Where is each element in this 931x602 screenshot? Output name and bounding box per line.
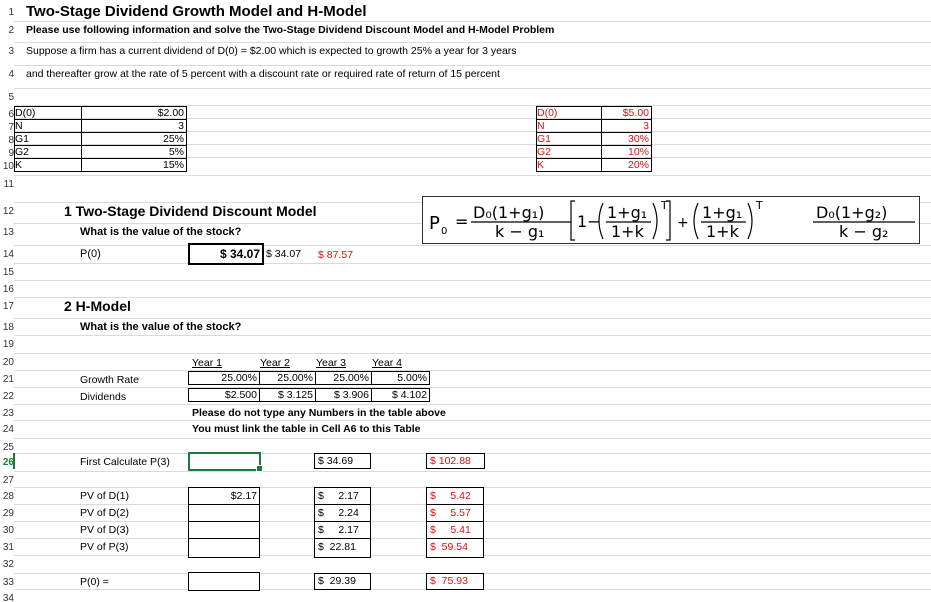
row-gridline — [14, 353, 931, 354]
formula-exp: T — [661, 199, 668, 212]
open-paren-2 — [694, 203, 698, 239]
input-value-k[interactable]: 15% — [81, 158, 187, 172]
section2-heading: 2 H-Model — [64, 298, 131, 314]
row-header-22[interactable]: 22 — [2, 391, 14, 402]
formula-plus: + — [677, 215, 689, 231]
formula-lhs: P — [429, 213, 440, 234]
pv-d1-label: PV of D(1) — [80, 490, 130, 502]
year-header-4: Year 4 — [372, 357, 402, 369]
alt-label-g1[interactable]: G1 — [536, 132, 602, 145]
formula-in-den-2: 1+k — [706, 222, 739, 241]
close-paren-2 — [748, 203, 752, 239]
input-value-d0[interactable]: $2.00 — [81, 106, 187, 119]
row-header-23[interactable]: 23 — [2, 408, 14, 419]
p0-input[interactable] — [188, 572, 260, 591]
p0-value[interactable]: $ 29.39 — [314, 573, 371, 590]
row-gridline — [14, 175, 931, 176]
formula-den2: k − g₂ — [839, 222, 889, 241]
row-gridline — [14, 335, 931, 336]
section1-value2[interactable]: $ 34.07 — [266, 248, 302, 260]
year-header-3: Year 3 — [316, 357, 346, 369]
row-header-7[interactable]: 7 — [8, 122, 14, 133]
year-header-2: Year 2 — [260, 357, 290, 369]
growth-year-4[interactable]: 5.00% — [371, 371, 430, 385]
alt-value-n[interactable]: 3 — [601, 119, 652, 132]
row-header-31[interactable]: 31 — [2, 542, 14, 553]
row-gridline — [14, 404, 931, 405]
row-header-3[interactable]: 3 — [8, 46, 14, 57]
row-header-10[interactable]: 10 — [2, 161, 14, 172]
row-header-26[interactable]: 26 — [2, 457, 14, 468]
year-header-1: Year 1 — [192, 357, 222, 369]
instruction-text: Please use following information and solve the Two-Stage Dividend Discount Model and H-Model Problem — [26, 24, 555, 36]
section1-question: What is the value of the stock? — [80, 226, 242, 238]
row-gridline — [14, 280, 931, 281]
formula-lhs-sub: 0 — [441, 226, 448, 237]
row-header-6[interactable]: 6 — [8, 109, 14, 120]
pv-d3-label: PV of D(3) — [80, 524, 130, 536]
row-header-2[interactable]: 2 — [8, 25, 14, 36]
input-label-k[interactable]: K — [14, 158, 82, 172]
p0-red-value[interactable]: $ 75.93 — [426, 573, 484, 590]
open-paren — [599, 203, 603, 239]
dividends-label: Dividends — [80, 391, 127, 403]
row-header-32[interactable]: 32 — [2, 559, 14, 570]
row-header-15[interactable]: 15 — [2, 267, 14, 278]
open-bracket — [571, 201, 575, 240]
row-gridline — [14, 420, 931, 421]
pv-d2-value[interactable]: $ 2.24 — [318, 507, 359, 519]
sheet-title: Two-Stage Dividend Growth Model and H-Model — [26, 3, 367, 20]
problem-line-1: Suppose a firm has a current dividend of D(0) = $2.00 which is expected to growth 25% a year for 3 years — [26, 45, 517, 57]
row-gridline — [14, 297, 931, 298]
growth-year-2[interactable]: 25.00% — [259, 371, 316, 385]
input-value-n[interactable]: 3 — [81, 119, 187, 132]
input-label-d0[interactable]: D(0) — [14, 106, 82, 119]
formula-exp-2: T — [756, 199, 763, 212]
row-header-14[interactable]: 14 — [2, 249, 14, 260]
input-value-g1[interactable]: 25% — [81, 132, 187, 145]
row-gridline — [14, 438, 931, 439]
formula-num2: D₀(1+g₂) — [816, 203, 888, 222]
row-header-25[interactable]: 25 — [2, 442, 14, 453]
row-header-30[interactable]: 30 — [2, 525, 14, 536]
row-header-9[interactable]: 9 — [8, 148, 14, 159]
problem-line-2: and thereafter grow at the rate of 5 percent with a discount rate or required rate of return of 15 percent — [26, 68, 500, 80]
row-header-16[interactable]: 16 — [2, 284, 14, 295]
two-stage-formula — [422, 196, 920, 244]
alt-value-d0[interactable]: $5.00 — [601, 106, 652, 119]
fill-handle[interactable] — [256, 465, 263, 472]
p3-red-value[interactable]: $ 102.88 — [426, 453, 485, 469]
pv-d2-label: PV of D(2) — [80, 507, 130, 519]
row-header-13[interactable]: 13 — [2, 227, 14, 238]
pv-d1-value[interactable]: $ 2.17 — [318, 490, 359, 502]
growth-year-3[interactable]: 25.00% — [315, 371, 372, 385]
row-gridline — [14, 370, 931, 371]
row-header-33[interactable]: 33 — [2, 577, 14, 588]
row-header-21[interactable]: 21 — [2, 374, 14, 385]
formula-in-num: 1+g₁ — [607, 203, 648, 222]
formula-num1: D₀(1+g₁) — [473, 203, 545, 222]
pv-red-box — [426, 487, 484, 558]
row-gridline — [14, 263, 931, 264]
row-header-12[interactable]: 12 — [2, 206, 14, 217]
dividend-year-2[interactable]: $ 3.125 — [259, 388, 316, 402]
alt-label-k[interactable]: K — [536, 158, 602, 172]
growth-rate-label: Growth Rate — [80, 374, 139, 386]
row-header-11[interactable]: 11 — [3, 179, 14, 190]
pv-p3-value[interactable]: $ 22.81 — [318, 541, 356, 553]
pv-d3-red[interactable]: $ 5.41 — [430, 524, 471, 536]
formula-one-minus: 1− — [577, 212, 601, 231]
pv-p3-red[interactable]: $ 59.54 — [430, 541, 468, 553]
section1-heading: 1 Two-Stage Dividend Discount Model — [64, 203, 317, 219]
row-header-34[interactable]: 34 — [2, 593, 14, 602]
pv-values-box — [314, 487, 371, 558]
row-header-20[interactable]: 20 — [2, 357, 14, 368]
dividend-year-4[interactable]: $ 4.102 — [371, 388, 430, 402]
section1-value3[interactable]: $ 87.57 — [318, 249, 354, 261]
row-header-8[interactable]: 8 — [8, 135, 14, 146]
row-header-18[interactable]: 18 — [2, 322, 14, 333]
input-label-n[interactable]: N — [14, 119, 82, 132]
formula-eq: = — [455, 212, 469, 231]
formula-in-den: 1+k — [611, 222, 644, 241]
formula-in-num-2: 1+g₁ — [702, 203, 743, 222]
section2-question: What is the value of the stock? — [80, 321, 242, 333]
pv-d3-value[interactable]: $ 2.17 — [318, 524, 359, 536]
alt-value-g1[interactable]: 30% — [601, 132, 652, 145]
pv-d2-red[interactable]: $ 5.57 — [430, 507, 471, 519]
p3-label: First Calculate P(3) — [80, 456, 170, 468]
row-gridline — [14, 88, 931, 89]
input-label-g1[interactable]: G1 — [14, 132, 82, 145]
row-gridline — [14, 387, 931, 388]
row-header-19[interactable]: 19 — [2, 339, 14, 350]
row-header-27[interactable]: 27 — [2, 475, 14, 486]
alt-value-k[interactable]: 20% — [601, 158, 652, 172]
pv-input-box — [188, 487, 260, 558]
alt-label-n[interactable]: N — [536, 119, 602, 132]
row-header-1[interactable]: 1 — [8, 7, 14, 18]
pv-d1-red[interactable]: $ 5.42 — [430, 490, 471, 502]
dividend-year-1[interactable]: $2.500 — [188, 388, 260, 402]
row-header-28[interactable]: 28 — [2, 491, 14, 502]
section1-answer[interactable]: $ 34.07 — [188, 243, 264, 265]
formula-den1: k − g₁ — [495, 222, 545, 241]
table-note-1: Please do not type any Numbers in the table above — [192, 407, 446, 419]
pv-d1-input[interactable]: $2.17 — [230, 490, 257, 502]
row-header-5[interactable]: 5 — [8, 92, 14, 103]
row-header-29[interactable]: 29 — [2, 508, 14, 519]
close-paren — [653, 203, 657, 239]
dividend-year-3[interactable]: $ 3.906 — [315, 388, 372, 402]
p0-label: P(0) = — [80, 576, 109, 588]
table-note-2: You must link the table in Cell A6 to this Table — [192, 423, 421, 435]
section1-label: P(0) — [80, 248, 101, 260]
alt-label-g2[interactable]: G2 — [536, 145, 602, 158]
row-gridline — [14, 245, 931, 246]
row-gridline — [14, 471, 931, 472]
row-header-24[interactable]: 24 — [2, 424, 14, 435]
row-header-4[interactable]: 4 — [8, 69, 14, 80]
selected-cell-p3[interactable] — [188, 452, 261, 471]
row-header-17[interactable]: 17 — [2, 301, 14, 312]
growth-year-1[interactable]: 25.00% — [188, 371, 260, 385]
p3-value[interactable]: $ 34.69 — [314, 453, 371, 469]
input-value-g2[interactable]: 5% — [81, 145, 187, 158]
alt-value-g2[interactable]: 10% — [601, 145, 652, 158]
input-label-g2[interactable]: G2 — [14, 145, 82, 158]
pv-p3-label: PV of P(3) — [80, 541, 129, 553]
alt-label-d0[interactable]: D(0) — [536, 106, 602, 119]
